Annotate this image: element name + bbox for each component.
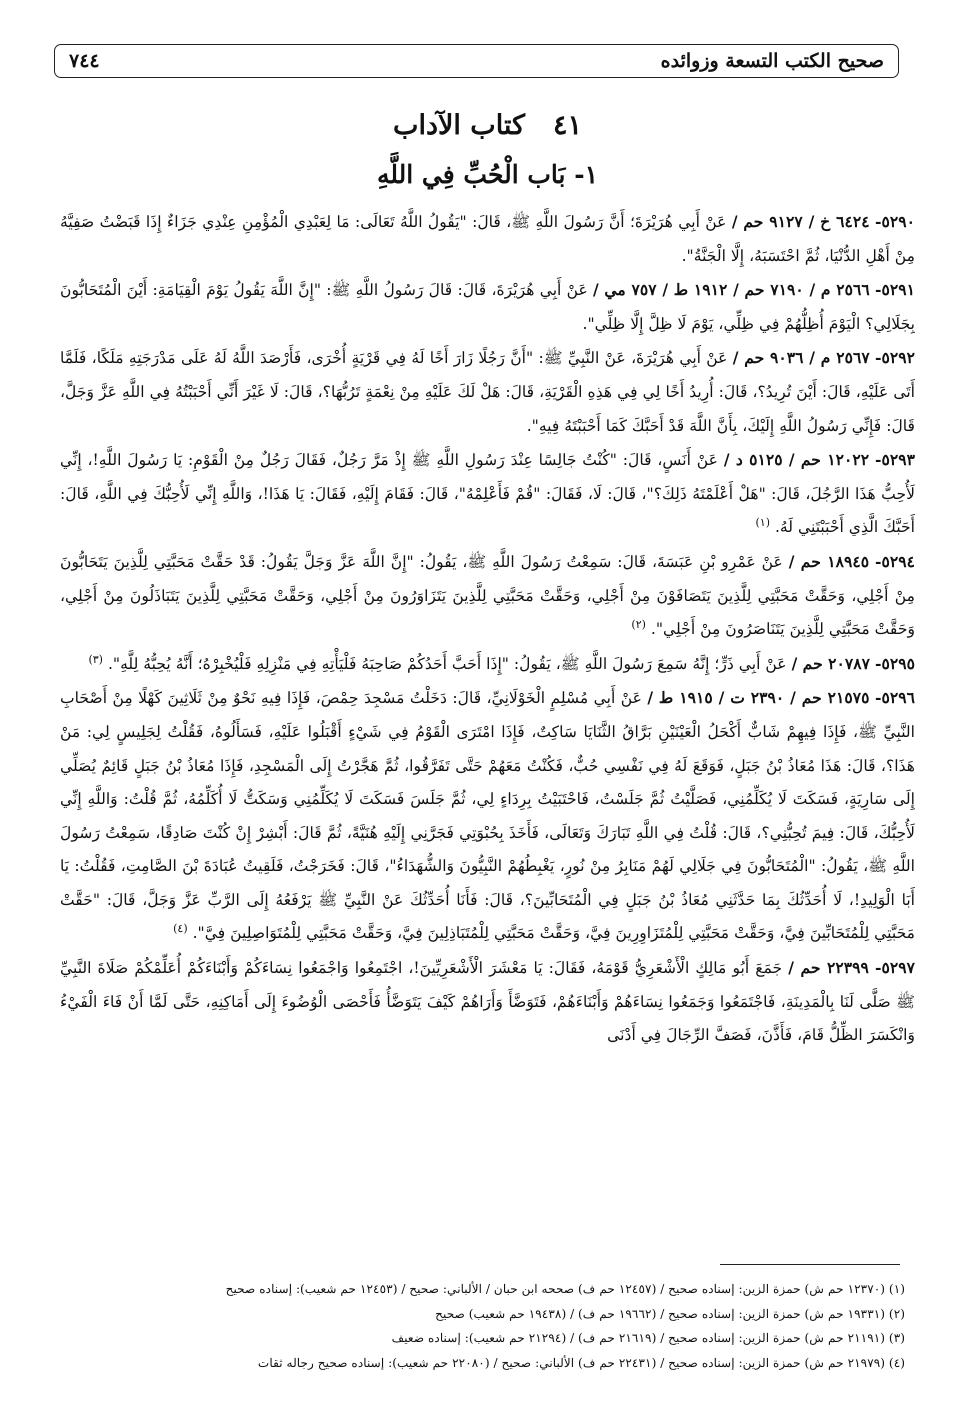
hadith-number: ٥٢٩٢- — [875, 348, 915, 368]
footnote: (١) (١٢٣٧٠ حم ش) حمزة الزين: إسناده صحيح / (١٢٤٥٧ حم ف) صححه ابن حبان / الألباني: صحيح / (١٢٤٥٣ حم شعيب): إسناده صحيح — [225, 1282, 905, 1296]
hadith-sources: ١٢٠٢٢ حم / ٥١٢٥ د / — [723, 450, 870, 470]
hadith-entry — [60, 951, 915, 1053]
hadith-text: عَنْ أَبِي هُرَيْرَةَ، قَالَ: قَالَ رَسُولُ اللَّهِ ﷺ: "إِنَّ اللَّهَ يَقُولُ يَوْمَ الْقِيَامَةِ: أَيْنَ الْمُتَحَابُّونَ بِجَلَالِي؟ الْيَوْمَ أُظِلُّهُمْ فِي ظِلِّي، يَوْمَ لَا ظِلَّ إِلَّا ظِلِّي". — [60, 281, 915, 333]
hadith-sources: ٢٥٦٦ م / ٧١٩٠ حم / ١٩١٢ ط / ٧٥٧ مي / — [593, 280, 870, 300]
book-heading — [0, 110, 975, 141]
hadith-number: ٥٢٩٦- — [874, 688, 915, 708]
hadith-text: عَنْ أَبِي مُسْلِمٍ الْخَوْلَانِيِّ، قَالَ: دَخَلْتُ مَسْجِدَ حِمْصَ، فَإِذَا فِيهِ نَحْوٌ مِنْ ثَلَاثِينَ كَهْلًا مِنْ أَصْحَابِ النَّبِيِّ ﷺ، فَإِذَا فِيهِمْ شَابٌّ أَكْحَلُ الْعَيْنَيْنِ بَرَّاقُ الثَّنَايَا سَاكِتٌ، فَإِذَا امْتَرَى الْقَوْمُ فِي شَيْءٍ أَقْبَلُوا عَلَيْهِ، فَسَأَلُوهُ، فَقُلْتُ لِجَلِيسٍ لِي: مَنْ هَذَا؟، قَالَ: هَذَا مُعَاذُ بْنُ جَبَلٍ، فَوَقَعَ لَهُ فِي نَفْسِي حُبٌّ، فَكُنْتُ مَعَهُمْ حَتَّى تَفَرَّقُوا، ثُمَّ هَجَّرْتُ إِلَى الْمَسْجِدِ، فَإِذَا مُعَاذُ بْنُ جَبَلٍ قَائِمٌ يُصَلِّي إِلَى سَارِيَةٍ، فَسَكَتَ لَا يُكَلِّمُنِي، فَصَلَّيْتُ ثُمَّ جَلَسْتُ، فَاحْتَبَيْتُ بِرِدَاءٍ لِي، ثُمَّ جَلَسَ فَسَكَتَ لَا يُكَلِّمُنِي وَسَكَتُّ لَا أُكَلِّمُهُ، ثُمَّ قُلْتُ: وَاللَّهِ إِنِّي لَأُحِبُّكَ، قَالَ: فِيمَ تُحِبُّنِي؟، قَالَ: قُلْتُ فِي اللَّهِ تَبَارَكَ وَتَعَالَى، فَأَخَذَ بِحُبْوَتِي فَجَرَّنِي إِلَيْهِ هُنَيَّةً، ثُمَّ قَالَ: أَبْشِرْ إِنْ كُنْتَ صَادِقًا، سَمِعْتُ رَسُولَ اللَّهِ ﷺ، يَقُولُ: "الْمُتَحَابُّونَ فِي جَلَالِي لَهُمْ مَنَابِرُ مِنْ نُورٍ، يَغْبِطُهُمْ النَّبِيُّونَ وَالشُّهَدَاءُ"، قَالَ: فَخَرَجْتُ، فَلَقِيتُ عُبَادَةَ بْنَ الصَّامِتِ، فَقُلْتُ: يَا أَبَا الْوَلِيدِ!، لَا أُحَدِّثُكَ بِمَا حَدَّثَنِي مُعَاذُ بْنُ جَبَلٍ فِي الْمُتَحَابِّينَ؟، قَالَ: فَأَنَا أُحَدِّثُكَ عَنْ النَّبِيِّ ﷺ يَرْفَعُهُ إِلَى الرَّبِّ عَزَّ وَجَلَّ، قَالَ: "حَقَّتْ مَحَبَّتِي لِلْمُتَحَابِّينَ فِيَّ، وَحَقَّتْ مَحَبَّتِي لِلْمُتَزَاوِرِينَ فِيَّ، وَحَقَّتْ مَحَبَّتِي لِلْمُتَبَاذِلِينَ فِيَّ، وَحَقَّتْ مَحَبَّتِي لِلْمُتَوَاصِلِينَ فِيَّ". — [60, 689, 915, 943]
hadith-entry — [60, 273, 915, 341]
page-number: ٧٤٤ — [69, 50, 100, 72]
footnote: (٣) (٢١١٩١ حم ش) حمزة الزين: إسناده صحيح / (٢١٦١٩ حم ف) / (٢١٢٩٤ حم شعيب): إسناده ضعيف — [391, 1331, 905, 1345]
hadith-number: ٥٢٩٣- — [875, 450, 915, 470]
hadith-number: ٥٢٩٥- — [875, 653, 915, 673]
hadith-sources: ٦٤٢٤ خ / ٩١٢٧ حم / — [731, 212, 870, 231]
hadith-text: عَنْ أَنَسٍ، قَالَ: "كُنْتُ جَالِسًا عِنْدَ رَسُولِ اللَّهِ ﷺ إِذْ مَرَّ رَجُلٌ، فَقَالَ رَجُلٌ مِنْ الْقَوْمِ: يَا رَسُولَ اللَّهِ!، إِنِّي لَأُحِبُّ هَذَا الرَّجُلَ، قَالَ: "هَلْ أَعْلَمْتَهُ ذَلِكَ؟"، قَالَ: لَا، فَقَالَ: "قُمْ فَأَعْلِمْهُ"، قَالَ: فَقَامَ إِلَيْهِ، فَقَالَ: يَا هَذَا!، وَاللَّهِ إِنِّي لَأُحِبُّكَ فِي اللَّهِ، قَالَ: أَحَبَّكَ الَّذِي أَحْبَبْتَنِي لَهُ. — [60, 451, 915, 537]
footnote-reference: (١) — [755, 516, 770, 530]
hadith-sources: ٢٥٦٧ م / ٩٠٣٦ حم / — [732, 348, 870, 368]
hadith-sources: ٢٢٣٩٩ حم / — [788, 958, 869, 978]
hadith-entry — [60, 545, 915, 647]
hadith-entry — [60, 341, 915, 443]
hadith-number: ٥٢٩٧- — [874, 958, 915, 978]
footnote-reference: (٤) — [173, 922, 188, 936]
footnotes — [60, 1277, 905, 1375]
hadith-sources: ٢٠٧٨٧ حم / — [791, 653, 871, 673]
chapter-heading: ١- بَاب الْحُبِّ فِي اللَّهِ — [376, 160, 599, 189]
header-title: صحيح الكتب التسعة وزوائده — [660, 50, 884, 72]
hadith-text: عَنْ أَبِي هُرَيْرَةَ؛ أَنَّ رَسُولَ اللَّهِ ﷺ، قَالَ: "يَقُولُ اللَّهُ تَعَالَى: مَا لِعَبْدِي الْمُؤْمِنِ عِنْدِي جَزَاءٌ إِذَا قَبَضْتُ صَفِيَّهُ مِنْ أَهْلِ الدُّنْيَا، ثُمَّ احْتَسَبَهُ، إِلَّا الْجَنَّةُ". — [60, 213, 915, 265]
hadith-entry — [60, 443, 915, 545]
hadith-sources: ١٨٩٤٥ حم / — [788, 551, 870, 571]
book-number: ٤١ — [552, 110, 582, 141]
hadith-entry — [60, 205, 915, 273]
hadith-sources: ٢١٥٧٥ حم / ٢٣٩٠ ت / ١٩١٥ ط / — [647, 688, 870, 708]
hadith-text: عَنْ أَبِي ذَرٍّ؛ إِنَّهُ سَمِعَ رَسُولَ اللَّهِ ﷺ، يَقُولُ: "إِذَا أَحَبَّ أَحَدُكُمْ صَاحِبَهُ فَلْيَأْتِهِ فِي مَنْزِلِهِ فَلْيُخْبِرْهُ؛ أَنَّهُ يُحِبُّهُ لِلَّهِ". — [107, 654, 787, 673]
hadith-number: ٥٢٩٤- — [875, 551, 915, 571]
hadith-number: ٥٢٩٠- — [874, 212, 915, 231]
hadith-text: عَنْ أَبِي هُرَيْرَةَ، عَنْ النَّبِيِّ ﷺ: "أَنَّ رَجُلًا زَارَ أَخًا لَهُ فِي قَرْيَةٍ أُخْرَى، فَأَرْصَدَ اللَّهُ لَهُ عَلَى مَدْرَجَتِهِ مَلَكًا، فَلَمَّا أَتَى عَلَيْهِ، قَالَ: أَيْنَ تُرِيدُ؟، قَالَ: أُرِيدُ أَخًا لِي فِي هَذِهِ الْقَرْيَةِ، قَالَ: هَلْ لَكَ عَلَيْهِ مِنْ نِعْمَةٍ تَرُبُّهَا؟، قَالَ: لَا غَيْرَ أَنِّي أَحْبَبْتُهُ فِي اللَّهِ عَزَّ وَجَلَّ، قَالَ: فَإِنِّي رَسُولُ اللَّهِ إِلَيْكَ، بِأَنَّ اللَّهَ قَدْ أَحَبَّكَ كَمَا أَحْبَبْتَهُ فِيهِ". — [60, 349, 915, 435]
footnote-reference: (٣) — [88, 652, 103, 666]
hadith-number: ٥٢٩١- — [875, 280, 915, 300]
footnote: (٢) (١٩٣٣١ حم ش) حمزة الزين: إسناده صحيح / (١٩٦٦٢ حم ف) / (١٩٤٣٨ حم شعيب) صحيح — [435, 1306, 905, 1321]
hadith-list — [60, 205, 915, 1245]
hadith-entry — [60, 647, 915, 682]
footnote-reference: (٢) — [631, 617, 646, 631]
footnote-divider — [720, 1264, 900, 1265]
hadith-text: عَنْ عَمْرِو بْنِ عَبَسَةَ، قَالَ: سَمِعْتُ رَسُولَ اللَّهِ ﷺ، يَقُولُ: "إِنَّ اللَّهَ عَزَّ وَجَلَّ يَقُولُ: قَدْ حَقَّتْ مَحَبَّتِي لِلَّذِينَ يَتَحَابُّونَ مِنْ أَجْلِي، وَحَقَّتْ مَحَبَّتِي لِلَّذِينَ يَتَصَافَوْنَ مِنْ أَجْلِي، وَحَقَّتْ مَحَبَّتِي لِلَّذِينَ يَتَزَاوَرُونَ مِنْ أَجْلِي، وَحَقَّتْ مَحَبَّتِي لِلَّذِينَ يَتَبَاذَلُونَ مِنْ أَجْلِي، وَحَقَّتْ مَحَبَّتِي لِلَّذِينَ يَتَنَاصَرُونَ مِنْ أَجْلِي". — [60, 552, 915, 639]
hadith-text: جَمَعَ أَبُو مَالِكٍ الْأَشْعَرِيُّ قَوْمَهُ، فَقَالَ: يَا مَعْشَرَ الْأَشْعَرِيِّينَ!، اجْتَمِعُوا وَاجْمَعُوا نِسَاءَكُمْ وَأَبْنَاءَكُمْ أُعَلِّمْكُمْ صَلَاةَ النَّبِيِّ ﷺ صَلَّى لَنَا بِالْمَدِينَةِ، فَاجْتَمَعُوا وَجَمَعُوا نِسَاءَهُمْ وَأَبْنَاءَهُمْ، فَتَوَضَّأَ وَأَرَاهُمْ كَيْفَ يَتَوَضَّأُ فَأَحْصَى الْوُضُوءَ إِلَى أَمَاكِنِهِ، حَتَّى لَمَّا أَنْ فَاءَ الْفَيْءُ وَانْكَسَرَ الظِّلُّ قَامَ، فَأَذَّنَ، فَصَفَّ الرِّجَالَ فِي أَدْنَى — [60, 959, 915, 1045]
footnote: (٤) (٢١٩٧٩ حم ش) حمزة الزين: إسناده صحيح / (٢٢٤٣١ حم ف) الألباني: صحيح / (٢٢٠٨٠ حم شعيب): إسناده صحيح رجاله ثقات — [257, 1355, 905, 1370]
book-title: كتاب الآداب — [393, 110, 525, 141]
running-header — [54, 44, 899, 78]
hadith-entry — [60, 681, 915, 951]
